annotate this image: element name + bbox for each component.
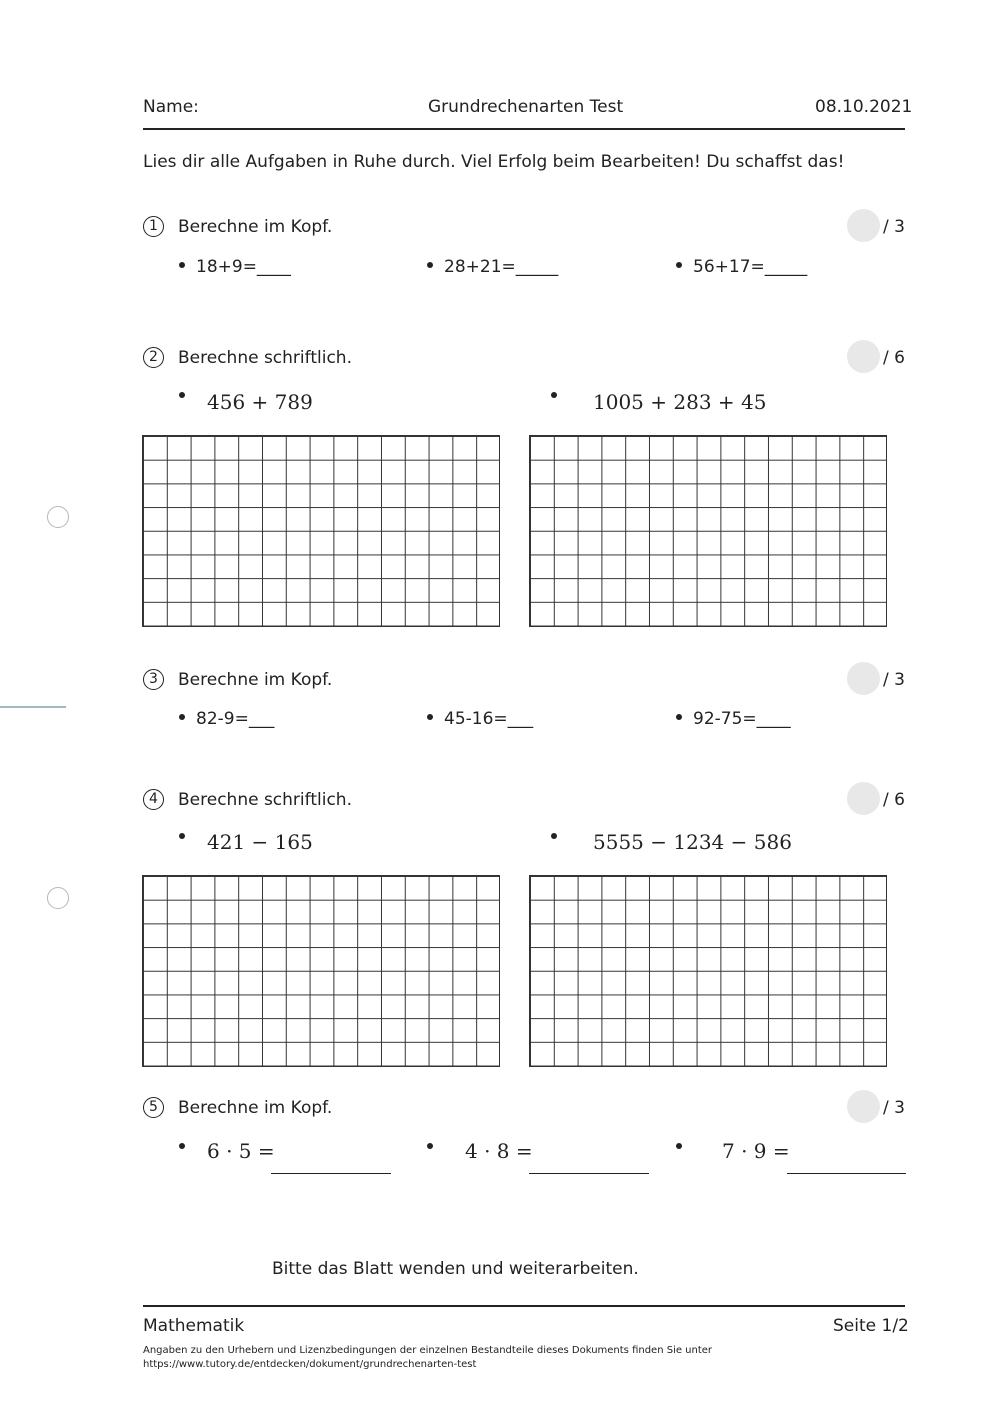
task-label-2: Berechne schriftlich. xyxy=(178,348,352,368)
score-circle-4[interactable] xyxy=(847,782,880,815)
bullet xyxy=(179,262,185,268)
score-circle-2[interactable] xyxy=(847,340,880,373)
task-1-item-2: 28+21=_____ xyxy=(444,257,559,277)
task-5-item-3: 7 · 9 = xyxy=(722,1139,790,1163)
grid-task-2-right[interactable] xyxy=(529,435,887,627)
bullet xyxy=(676,1143,682,1149)
turn-page-note: Bitte das Blatt wenden und weiterarbeiten. xyxy=(272,1259,639,1279)
answer-line-1[interactable] xyxy=(271,1173,391,1174)
bullet xyxy=(551,833,557,839)
header-divider xyxy=(143,128,905,130)
answer-line-3[interactable] xyxy=(787,1173,906,1174)
task-3-item-1: 82-9=___ xyxy=(196,709,275,729)
grid-task-2-left[interactable] xyxy=(142,435,500,627)
footer-divider xyxy=(143,1305,905,1307)
bullet xyxy=(676,262,682,268)
task-5-item-2: 4 · 8 = xyxy=(465,1139,533,1163)
grid-task-4-right[interactable] xyxy=(529,875,887,1067)
task-number-1: 1 xyxy=(143,216,164,237)
task-1-item-1: 18+9=____ xyxy=(196,257,291,277)
task-label-3: Berechne im Kopf. xyxy=(178,670,333,690)
task-number-5: 5 xyxy=(143,1097,164,1118)
task-2-item-1: 456 + 789 xyxy=(207,390,313,414)
score-circle-5[interactable] xyxy=(847,1090,880,1123)
bullet xyxy=(551,392,557,398)
task-1-item-3: 56+17=_____ xyxy=(693,257,808,277)
bullet xyxy=(179,392,185,398)
intro-text: Lies dir alle Aufgaben in Ruhe durch. Viel Erfolg beim Bearbeiten! Du schaffst das! xyxy=(143,152,845,172)
bullet xyxy=(427,1143,433,1149)
score-circle-3[interactable] xyxy=(847,662,880,695)
task-points-2: / 6 xyxy=(883,348,905,368)
task-number-4: 4 xyxy=(143,789,164,810)
task-points-5: / 3 xyxy=(883,1098,905,1118)
task-3-item-2: 45-16=___ xyxy=(444,709,534,729)
task-number-3: 3 xyxy=(143,669,164,690)
worksheet-title: Grundrechenarten Test xyxy=(428,97,624,117)
score-circle-1[interactable] xyxy=(847,209,880,242)
task-points-3: / 3 xyxy=(883,670,905,690)
license-link[interactable]: https://www.tutory.de/entdecken/dokument/grundrechenarten-test xyxy=(143,1359,477,1370)
fold-mark xyxy=(0,706,66,708)
task-label-5: Berechne im Kopf. xyxy=(178,1098,333,1118)
task-5-item-1: 6 · 5 = xyxy=(207,1139,275,1163)
task-label-4: Berechne schriftlich. xyxy=(178,790,352,810)
worksheet-date: 08.10.2021 xyxy=(815,97,913,117)
task-4-item-2: 5555 − 1234 − 586 xyxy=(593,830,792,854)
footer-page-number: Seite 1/2 xyxy=(833,1316,909,1336)
task-4-item-1: 421 − 165 xyxy=(207,830,313,854)
name-label: Name: xyxy=(143,97,199,117)
answer-line-2[interactable] xyxy=(529,1173,649,1174)
bullet xyxy=(427,262,433,268)
task-points-1: / 3 xyxy=(883,217,905,237)
task-2-item-2: 1005 + 283 + 45 xyxy=(593,390,767,414)
bullet xyxy=(676,714,682,720)
task-3-item-3: 92-75=____ xyxy=(693,709,791,729)
bullet xyxy=(427,714,433,720)
task-label-1: Berechne im Kopf. xyxy=(178,217,333,237)
bullet xyxy=(179,714,185,720)
task-number-2: 2 xyxy=(143,347,164,368)
bullet xyxy=(179,1143,185,1149)
footer-subject: Mathematik xyxy=(143,1316,245,1336)
bullet xyxy=(179,833,185,839)
punch-hole-top xyxy=(47,506,69,528)
punch-hole-bottom xyxy=(47,887,69,909)
license-text-line-1: Angaben zu den Urhebern und Lizenzbedingungen der einzelnen Bestandteile dieses Dokuments finden Sie unter xyxy=(143,1345,713,1356)
grid-task-4-left[interactable] xyxy=(142,875,500,1067)
task-points-4: / 6 xyxy=(883,790,905,810)
